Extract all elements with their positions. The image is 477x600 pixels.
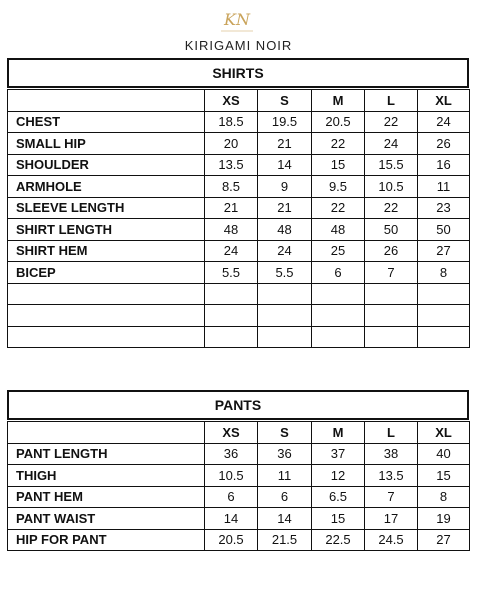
measurement-value: 48 bbox=[312, 219, 365, 241]
measurement-label: SLEEVE LENGTH bbox=[8, 197, 205, 219]
measurement-value: 8 bbox=[418, 262, 470, 284]
measurement-value: 10.5 bbox=[365, 176, 418, 198]
measurement-value: 11 bbox=[418, 176, 470, 198]
shirts-title: SHIRTS bbox=[7, 58, 469, 88]
measurement-value: 6 bbox=[205, 486, 258, 508]
measurement-value bbox=[365, 283, 418, 305]
measurement-value: 15 bbox=[312, 154, 365, 176]
shirts-size-table bbox=[7, 89, 470, 348]
size-header: XL bbox=[418, 90, 470, 112]
measurement-value: 20 bbox=[205, 133, 258, 155]
measurement-value: 19 bbox=[418, 508, 470, 530]
table-row bbox=[8, 443, 470, 465]
brand-name: KIRIGAMI NOIR bbox=[184, 38, 293, 53]
measurement-value: 15 bbox=[418, 465, 470, 487]
table-row bbox=[8, 240, 470, 262]
measurement-value: 17 bbox=[365, 508, 418, 530]
measurement-value: 20.5 bbox=[205, 529, 258, 551]
measurement-label bbox=[8, 305, 205, 327]
measurement-value: 22 bbox=[365, 111, 418, 133]
size-header-blank bbox=[8, 422, 205, 444]
measurement-value: 11 bbox=[258, 465, 312, 487]
measurement-value: 24 bbox=[418, 111, 470, 133]
measurement-label: PANT HEM bbox=[8, 486, 205, 508]
pants-header-row bbox=[8, 422, 470, 444]
table-row bbox=[8, 154, 470, 176]
measurement-value: 50 bbox=[365, 219, 418, 241]
measurement-label: CHEST bbox=[8, 111, 205, 133]
measurement-value bbox=[258, 305, 312, 327]
table-row bbox=[8, 529, 470, 551]
size-header: L bbox=[365, 90, 418, 112]
measurement-value: 8 bbox=[418, 486, 470, 508]
measurement-value: 18.5 bbox=[205, 111, 258, 133]
size-header: XL bbox=[418, 422, 470, 444]
measurement-label: SMALL HIP bbox=[8, 133, 205, 155]
measurement-value: 48 bbox=[258, 219, 312, 241]
measurement-value: 38 bbox=[365, 443, 418, 465]
measurement-value: 22 bbox=[312, 133, 365, 155]
measurement-value: 8.5 bbox=[205, 176, 258, 198]
measurement-value: 37 bbox=[312, 443, 365, 465]
measurement-label bbox=[8, 283, 205, 305]
measurement-value bbox=[418, 305, 470, 327]
size-header: M bbox=[312, 422, 365, 444]
measurement-value: 21 bbox=[258, 197, 312, 219]
measurement-value bbox=[418, 283, 470, 305]
table-row bbox=[8, 176, 470, 198]
measurement-value: 12 bbox=[312, 465, 365, 487]
measurement-value: 7 bbox=[365, 262, 418, 284]
size-header: S bbox=[258, 422, 312, 444]
measurement-value: 50 bbox=[418, 219, 470, 241]
measurement-value: 15.5 bbox=[365, 154, 418, 176]
measurement-value: 19.5 bbox=[258, 111, 312, 133]
measurement-value: 21.5 bbox=[258, 529, 312, 551]
table-row bbox=[8, 508, 470, 530]
measurement-value: 21 bbox=[258, 133, 312, 155]
measurement-value: 24.5 bbox=[365, 529, 418, 551]
measurement-value: 5.5 bbox=[258, 262, 312, 284]
shirts-header-row bbox=[8, 90, 470, 112]
measurement-value bbox=[205, 283, 258, 305]
measurement-value: 15 bbox=[312, 508, 365, 530]
measurement-value: 14 bbox=[258, 154, 312, 176]
measurement-value: 27 bbox=[418, 529, 470, 551]
table-row bbox=[8, 111, 470, 133]
measurement-value: 22 bbox=[312, 197, 365, 219]
gold-monogram-logo-icon bbox=[213, 10, 261, 36]
measurement-value: 22 bbox=[365, 197, 418, 219]
measurement-value: 9.5 bbox=[312, 176, 365, 198]
measurement-value: 36 bbox=[205, 443, 258, 465]
table-row bbox=[8, 465, 470, 487]
measurement-value bbox=[205, 305, 258, 327]
measurement-value bbox=[312, 326, 365, 348]
measurement-value bbox=[258, 283, 312, 305]
measurement-value: 48 bbox=[205, 219, 258, 241]
size-header: XS bbox=[205, 90, 258, 112]
measurement-value: 13.5 bbox=[205, 154, 258, 176]
measurement-value: 22.5 bbox=[312, 529, 365, 551]
measurement-label: PANT WAIST bbox=[8, 508, 205, 530]
measurement-value: 24 bbox=[205, 240, 258, 262]
table-row bbox=[8, 486, 470, 508]
measurement-value bbox=[418, 326, 470, 348]
measurement-value: 7 bbox=[365, 486, 418, 508]
measurement-value: 25 bbox=[312, 240, 365, 262]
measurement-value bbox=[258, 326, 312, 348]
table-row bbox=[8, 305, 470, 327]
measurement-value: 27 bbox=[418, 240, 470, 262]
table-row bbox=[8, 133, 470, 155]
table-row bbox=[8, 283, 470, 305]
measurement-label: THIGH bbox=[8, 465, 205, 487]
size-header-blank bbox=[8, 90, 205, 112]
measurement-value bbox=[205, 326, 258, 348]
measurement-value: 16 bbox=[418, 154, 470, 176]
measurement-label: HIP FOR PANT bbox=[8, 529, 205, 551]
measurement-label: PANT LENGTH bbox=[8, 443, 205, 465]
measurement-value: 14 bbox=[205, 508, 258, 530]
measurement-value: 24 bbox=[365, 133, 418, 155]
size-header: L bbox=[365, 422, 418, 444]
measurement-value: 14 bbox=[258, 508, 312, 530]
measurement-value: 26 bbox=[418, 133, 470, 155]
table-row bbox=[8, 197, 470, 219]
measurement-value: 36 bbox=[258, 443, 312, 465]
measurement-value: 23 bbox=[418, 197, 470, 219]
measurement-value bbox=[312, 283, 365, 305]
svg-text:KN: KN bbox=[224, 10, 250, 29]
size-header: M bbox=[312, 90, 365, 112]
measurement-value: 24 bbox=[258, 240, 312, 262]
measurement-value: 26 bbox=[365, 240, 418, 262]
measurement-value: 5.5 bbox=[205, 262, 258, 284]
measurement-value: 10.5 bbox=[205, 465, 258, 487]
measurement-value: 6 bbox=[312, 262, 365, 284]
measurement-value: 13.5 bbox=[365, 465, 418, 487]
measurement-value: 9 bbox=[258, 176, 312, 198]
measurement-value: 40 bbox=[418, 443, 470, 465]
pants-size-table bbox=[7, 421, 470, 551]
measurement-label: SHIRT HEM bbox=[8, 240, 205, 262]
size-header: XS bbox=[205, 422, 258, 444]
table-row bbox=[8, 326, 470, 348]
table-row bbox=[8, 219, 470, 241]
table-row bbox=[8, 262, 470, 284]
measurement-value: 6.5 bbox=[312, 486, 365, 508]
measurement-label: BICEP bbox=[8, 262, 205, 284]
measurement-label bbox=[8, 326, 205, 348]
measurement-value: 21 bbox=[205, 197, 258, 219]
measurement-value: 20.5 bbox=[312, 111, 365, 133]
measurement-label: ARMHOLE bbox=[8, 176, 205, 198]
measurement-value bbox=[312, 305, 365, 327]
measurement-label: SHIRT LENGTH bbox=[8, 219, 205, 241]
pants-title: PANTS bbox=[7, 390, 469, 420]
measurement-value bbox=[365, 326, 418, 348]
measurement-value bbox=[365, 305, 418, 327]
size-header: S bbox=[258, 90, 312, 112]
measurement-label: SHOULDER bbox=[8, 154, 205, 176]
measurement-value: 6 bbox=[258, 486, 312, 508]
